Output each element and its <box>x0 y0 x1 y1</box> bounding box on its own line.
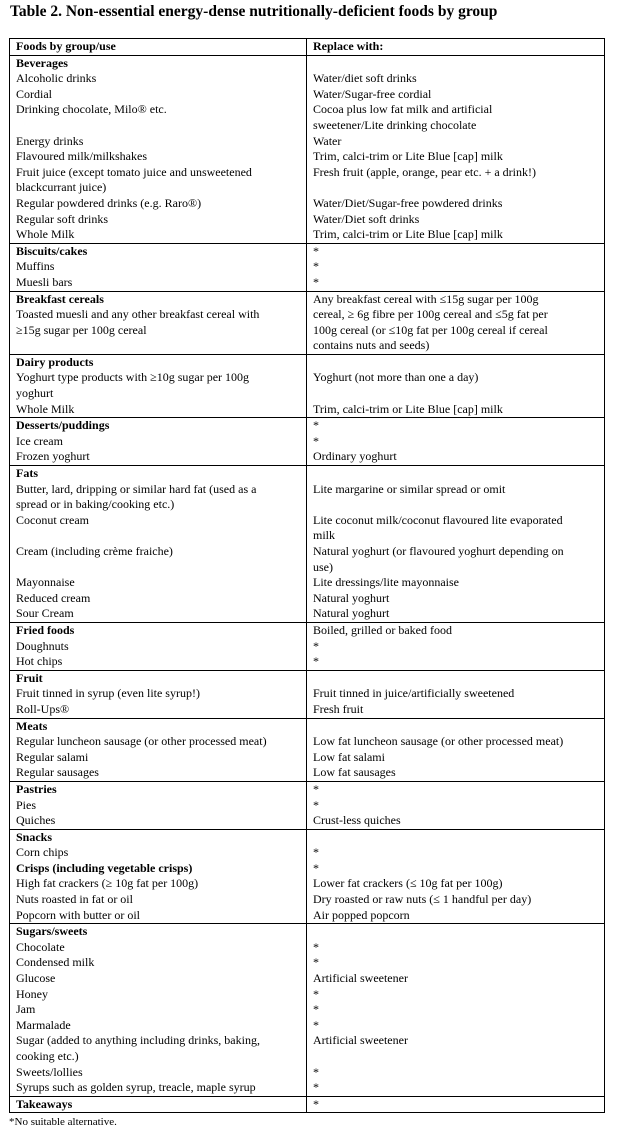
table-row <box>10 829 605 924</box>
replacement-line: Dry roasted or raw nuts (≤ 1 handful per day) <box>313 892 532 907</box>
table-row <box>10 418 605 466</box>
replacement-line: Natural yoghurt (or flavoured yoghurt depending on <box>313 544 564 558</box>
replacement-line: * <box>313 955 319 970</box>
group-heading: Dairy products <box>16 354 94 369</box>
replacement-line: Air popped popcorn <box>313 907 410 922</box>
food-line: Muffins <box>16 259 55 274</box>
replacement-line: Low fat sausages <box>313 765 396 780</box>
replacement-line: Low fat salami <box>313 749 385 764</box>
food-line: blackcurrant juice) <box>16 180 107 195</box>
food-cell <box>10 291 307 354</box>
replacement-line: Trim, calci-trim or Lite Blue [cap] milk <box>313 227 503 242</box>
food-line: Regular soft drinks <box>16 211 108 226</box>
table-row <box>10 670 605 718</box>
replacement-line: Water/Diet soft drinks <box>313 211 420 226</box>
food-line: cooking etc.) <box>16 1049 79 1063</box>
food-line: Sweets/lollies <box>16 1064 83 1079</box>
replacement-line <box>313 719 600 735</box>
food-cell <box>10 670 307 718</box>
replacement-line: * <box>313 1080 319 1095</box>
replacement-line: sweetener/Lite drinking chocolate <box>313 117 477 132</box>
food-line: Honey <box>16 986 48 1001</box>
food-line: Ice cream <box>16 433 63 448</box>
food-line: Frozen yoghurt <box>16 449 90 464</box>
replacement-line: * <box>313 654 319 669</box>
replacement-line <box>313 830 600 846</box>
food-cell <box>10 243 307 291</box>
replacement-line: * <box>313 1017 319 1032</box>
replacement-line: Lower fat crackers (≤ 10g fat per 100g) <box>313 876 503 891</box>
food-line: Fruit tinned in syrup (even lite syrup!) <box>16 686 200 701</box>
food-line: Condensed milk <box>16 955 95 970</box>
food-line: Toasted muesli and any other breakfast cereal with <box>16 307 260 322</box>
food-cell <box>10 354 307 417</box>
group-heading: Beverages <box>16 55 68 70</box>
group-heading: Fried foods <box>16 622 75 637</box>
group-heading: Pastries <box>16 781 57 796</box>
replacement-line: * <box>313 845 319 860</box>
food-line: Pies <box>16 797 37 812</box>
replacement-line: Fruit tinned in juice/artificially sweetened <box>313 686 515 701</box>
replacement-line: * <box>313 1096 319 1111</box>
food-line <box>16 118 302 134</box>
group-heading: Desserts/puddings <box>16 418 110 433</box>
group-heading: Sugars/sweets <box>16 924 88 939</box>
food-line: Doughnuts <box>16 638 69 653</box>
food-cell <box>10 924 307 1097</box>
replacement-line <box>313 924 600 940</box>
food-line: Regular powdered drinks (e.g. Raro®) <box>16 195 202 210</box>
group-heading: Fruit <box>16 670 43 685</box>
replacement-cell <box>307 55 605 243</box>
replacement-line: Lite dressings/lite mayonnaise <box>313 575 459 590</box>
replacement-line: * <box>313 433 319 448</box>
replacement-line <box>313 56 600 72</box>
replacement-line: 100g cereal (or ≤10g fat per 100g cereal if cereal <box>313 322 548 337</box>
replacement-cell <box>307 1096 605 1113</box>
food-line: High fat crackers (≥ 10g fat per 100g) <box>16 876 199 891</box>
food-line: yoghurt <box>16 386 54 401</box>
footnote: *No suitable alternative. <box>9 1116 117 1128</box>
food-line: Fruit juice (except tomato juice and unsweetened <box>16 164 252 179</box>
food-line: Nuts roasted in fat or oil <box>16 892 133 907</box>
table-row <box>10 622 605 670</box>
food-line: Flavoured milk/milkshakes <box>16 149 147 164</box>
table-row <box>10 1096 605 1113</box>
food-line: Regular luncheon sausage (or other processed meat) <box>16 734 267 749</box>
replacement-cell <box>307 670 605 718</box>
replacement-line <box>313 497 600 513</box>
table-row <box>10 466 605 623</box>
food-line: Quiches <box>16 813 56 828</box>
replacement-line <box>313 180 600 196</box>
header-replace-with: Replace with: <box>307 39 605 56</box>
replacement-line: Fresh fruit (apple, orange, pear etc. + a drink!) <box>313 164 537 179</box>
replacement-line: Water/diet soft drinks <box>313 71 417 86</box>
table-row <box>10 55 605 243</box>
replacement-line <box>313 1049 600 1065</box>
replacement-line: Water/Sugar-free cordial <box>313 86 432 101</box>
group-heading: Fats <box>16 466 38 481</box>
replacement-line: * <box>313 939 319 954</box>
replacement-line: Cocoa plus low fat milk and artificial <box>313 102 493 117</box>
replacement-line <box>313 466 600 482</box>
replacement-line: Low fat luncheon sausage (or other processed meat) <box>313 734 564 749</box>
food-line: Mayonnaise <box>16 575 75 590</box>
food-line: Sugar (added to anything including drinks, baking, <box>16 1033 260 1048</box>
food-cell <box>10 829 307 924</box>
replacement-line: Crust-less quiches <box>313 813 401 828</box>
replacement-line: Water/Diet/Sugar-free powdered drinks <box>313 195 503 210</box>
replacement-line: Trim, calci-trim or Lite Blue [cap] milk <box>313 401 503 416</box>
food-line: Yoghurt type products with ≥10g sugar per 100g <box>16 370 250 385</box>
replacement-line: Natural yoghurt <box>313 606 390 621</box>
replacement-line: Natural yoghurt <box>313 590 390 605</box>
replacement-line: use) <box>313 559 333 574</box>
replacement-line: * <box>313 1064 319 1079</box>
group-heading: Meats <box>16 718 48 733</box>
replacement-cell <box>307 622 605 670</box>
food-cell <box>10 1096 307 1113</box>
replacement-line: * <box>313 259 319 274</box>
food-cell <box>10 781 307 829</box>
food-line: Syrups such as golden syrup, treacle, maple syrup <box>16 1080 256 1095</box>
replacement-cell <box>307 243 605 291</box>
replacement-cell <box>307 924 605 1097</box>
food-line: ≥15g sugar per 100g cereal <box>16 322 147 337</box>
replacement-line: contains nuts and seeds) <box>313 338 430 353</box>
food-line: Jam <box>16 1002 36 1017</box>
food-line: Cordial <box>16 86 52 101</box>
food-line: Popcorn with butter or oil <box>16 907 140 922</box>
replacement-line: cereal, ≥ 6g fibre per 100g cereal and ≤5g fat per <box>313 307 548 322</box>
replacement-line: Boiled, grilled or baked food <box>313 622 452 637</box>
food-cell <box>10 718 307 781</box>
food-cell <box>10 466 307 623</box>
table-row <box>10 718 605 781</box>
replacement-line: milk <box>313 528 336 543</box>
replacement-line: * <box>313 1002 319 1017</box>
food-line: Roll-Ups® <box>16 701 70 716</box>
food-line: Hot chips <box>16 654 63 669</box>
food-cell <box>10 418 307 466</box>
food-line: Alcoholic drinks <box>16 71 97 86</box>
food-line: Glucose <box>16 971 56 986</box>
replacement-line: Yoghurt (not more than one a day) <box>313 370 479 385</box>
food-line: Drinking chocolate, Milo® etc. <box>16 102 167 117</box>
replacement-line: Lite margarine or similar spread or omit <box>313 481 506 496</box>
group-heading: Biscuits/cakes <box>16 243 88 258</box>
replacement-line: * <box>313 243 319 258</box>
replacement-line: Lite coconut milk/coconut flavoured lite evaporated <box>313 512 563 527</box>
food-line <box>16 560 302 576</box>
food-line <box>16 338 302 354</box>
replacement-cell <box>307 354 605 417</box>
header-foods-by-group: Foods by group/use <box>10 39 307 56</box>
replacement-line <box>313 386 600 402</box>
table-row <box>10 291 605 354</box>
replacement-line: Ordinary yoghurt <box>313 449 397 464</box>
group-heading: Snacks <box>16 829 53 844</box>
food-line: Cream (including crème fraiche) <box>16 544 173 558</box>
replacement-cell <box>307 718 605 781</box>
replacement-line: Artificial sweetener <box>313 1033 408 1048</box>
replacement-cell <box>307 291 605 354</box>
replacement-line: * <box>313 638 319 653</box>
replacement-line: * <box>313 860 319 875</box>
group-heading: Breakfast cereals <box>16 291 104 306</box>
replacement-line: Fresh fruit <box>313 701 364 716</box>
food-line: Regular sausages <box>16 765 99 780</box>
food-line: Whole Milk <box>16 401 75 416</box>
food-line: Butter, lard, dripping or similar hard fat (used as a <box>16 481 257 496</box>
food-line: Regular salami <box>16 749 89 764</box>
table-body <box>10 55 605 1113</box>
food-line: Corn chips <box>16 845 69 860</box>
group-heading: Takeaways <box>16 1096 73 1111</box>
food-line: Muesli bars <box>16 274 73 289</box>
replacement-line: * <box>313 797 319 812</box>
replacement-line: Trim, calci-trim or Lite Blue [cap] milk <box>313 149 503 164</box>
replacement-cell <box>307 829 605 924</box>
replacement-line: * <box>313 274 319 289</box>
food-line: Reduced cream <box>16 590 91 605</box>
replacement-cell <box>307 466 605 623</box>
food-cell <box>10 622 307 670</box>
replacement-line: * <box>313 986 319 1001</box>
food-line: spread or in baking/cooking etc.) <box>16 497 175 512</box>
table-row <box>10 354 605 417</box>
replacement-cell <box>307 418 605 466</box>
table-row <box>10 924 605 1097</box>
food-line <box>16 528 302 544</box>
food-line: Chocolate <box>16 939 65 954</box>
food-line: Sour Cream <box>16 606 74 621</box>
food-line: Marmalade <box>16 1017 71 1032</box>
food-cell <box>10 55 307 243</box>
table-row <box>10 243 605 291</box>
replacement-line <box>313 671 600 687</box>
replacement-line: Artificial sweetener <box>313 971 408 986</box>
replacement-line: * <box>313 781 319 796</box>
replacement-line: Any breakfast cereal with ≤15g sugar per 100g <box>313 291 539 306</box>
food-line: Whole Milk <box>16 227 75 242</box>
food-line: Coconut cream <box>16 512 89 527</box>
group-heading: Crisps (including vegetable crisps) <box>16 860 193 875</box>
replacement-line: Water <box>313 133 342 148</box>
foods-table <box>9 38 605 1113</box>
replacement-line: * <box>313 418 319 433</box>
table-header-row <box>10 39 605 56</box>
replacement-cell <box>307 781 605 829</box>
table-title: Table 2. Non-essential energy-dense nutritionally-deficient foods by group <box>10 3 498 20</box>
food-line: Energy drinks <box>16 133 84 148</box>
replacement-line <box>313 355 600 371</box>
table-row <box>10 781 605 829</box>
